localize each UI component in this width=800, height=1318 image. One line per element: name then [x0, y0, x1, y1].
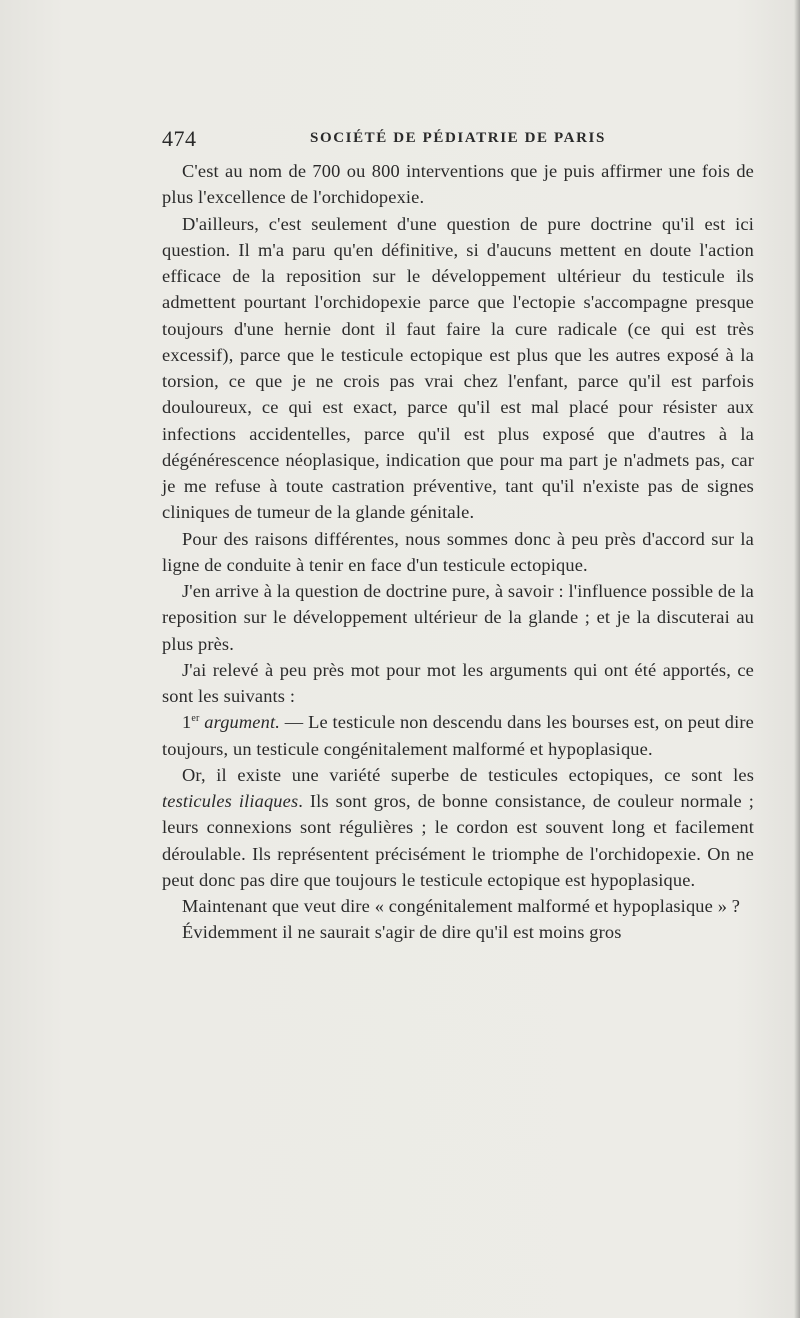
paragraph: D'ailleurs, c'est seulement d'une question de pure doctrine qu'il est ici question. Il m'a paru qu'en définitive, si d'aucuns mettent en doute l'action efficace de la reposition sur le développement ultérieur du testicule ils admettent pourtant l'orchidopexie parce que l'ectopie s'accompagne presque toujours d'une hernie dont il faut faire la cure radicale (ce qui est très excessif), parce que le testicule ectopique est plus que les autres exposé à la torsion, ce que je ne crois pas vrai chez l'enfant, parce qu'il est parfois douloureux, ce qui est exact, parce qu'il est mal placé pour résister aux infections accidentelles, parce qu'il est plus exposé que d'autres à la dégénérescence néoplasique, indication que pour ma part je n'admets pas, car je me refuse à toute castration préventive, tant qu'il n'existe pas de signes cliniques de tumeur de la glande génitale. [162, 213, 754, 523]
page-number: 474 [162, 126, 197, 151]
argument-number: 1 [182, 712, 192, 733]
page-header [162, 126, 752, 150]
paragraph: Maintenant que veut dire « congénitalement malformé et hypoplasique » ? [182, 896, 741, 916]
iliac-before: Or, il existe une variété superbe de testicules ectopiques, ce sont les [182, 764, 754, 785]
body-text [162, 158, 754, 946]
iliac-after: . Ils sont gros, de bonne consistance, de couleur normale ; leurs connexions sont régulières ; le cordon est souvent long et facilement déroulable. Ils représentent précisément le triomphe de l'orchidopexie. On ne peut donc pas dire que toujours le testicule ectopique est hypoplasique. [162, 791, 754, 890]
paragraph: Pour des raisons différentes, nous sommes donc à peu près d'accord sur la ligne de conduite à tenir en face d'un testicule ectopique. [162, 528, 754, 575]
argument-text: — Le testicule non descendu dans les bourses est, on peut dire toujours, un testicule congénitalement malformé et hypoplasique. [162, 712, 754, 759]
paragraph: Évidemment il ne saurait s'agir de dire qu'il est moins gros [182, 922, 622, 943]
paragraph: J'ai relevé à peu près mot pour mot les arguments qui ont été apportés, ce sont les suivants : [162, 659, 754, 706]
running-head: SOCIÉTÉ DE PÉDIATRIE DE PARIS [310, 130, 606, 146]
iliac-italic: testicules iliaques [162, 791, 299, 811]
argument-label: argument. [204, 712, 280, 733]
paragraph: J'en arrive à la question de doctrine pure, à savoir : l'influence possible de la reposition sur le développement ultérieur de la glande ; et je la discuterai au plus près. [162, 581, 754, 654]
paragraph-iliac [162, 762, 754, 893]
paragraph: C'est au nom de 700 ou 800 interventions que je puis affirmer une fois de plus l'excellence de l'orchidopexie. [162, 161, 754, 208]
page-edge-shadow [794, 0, 800, 1318]
argument-superscript: er [191, 713, 200, 725]
argument-paragraph [162, 709, 754, 762]
